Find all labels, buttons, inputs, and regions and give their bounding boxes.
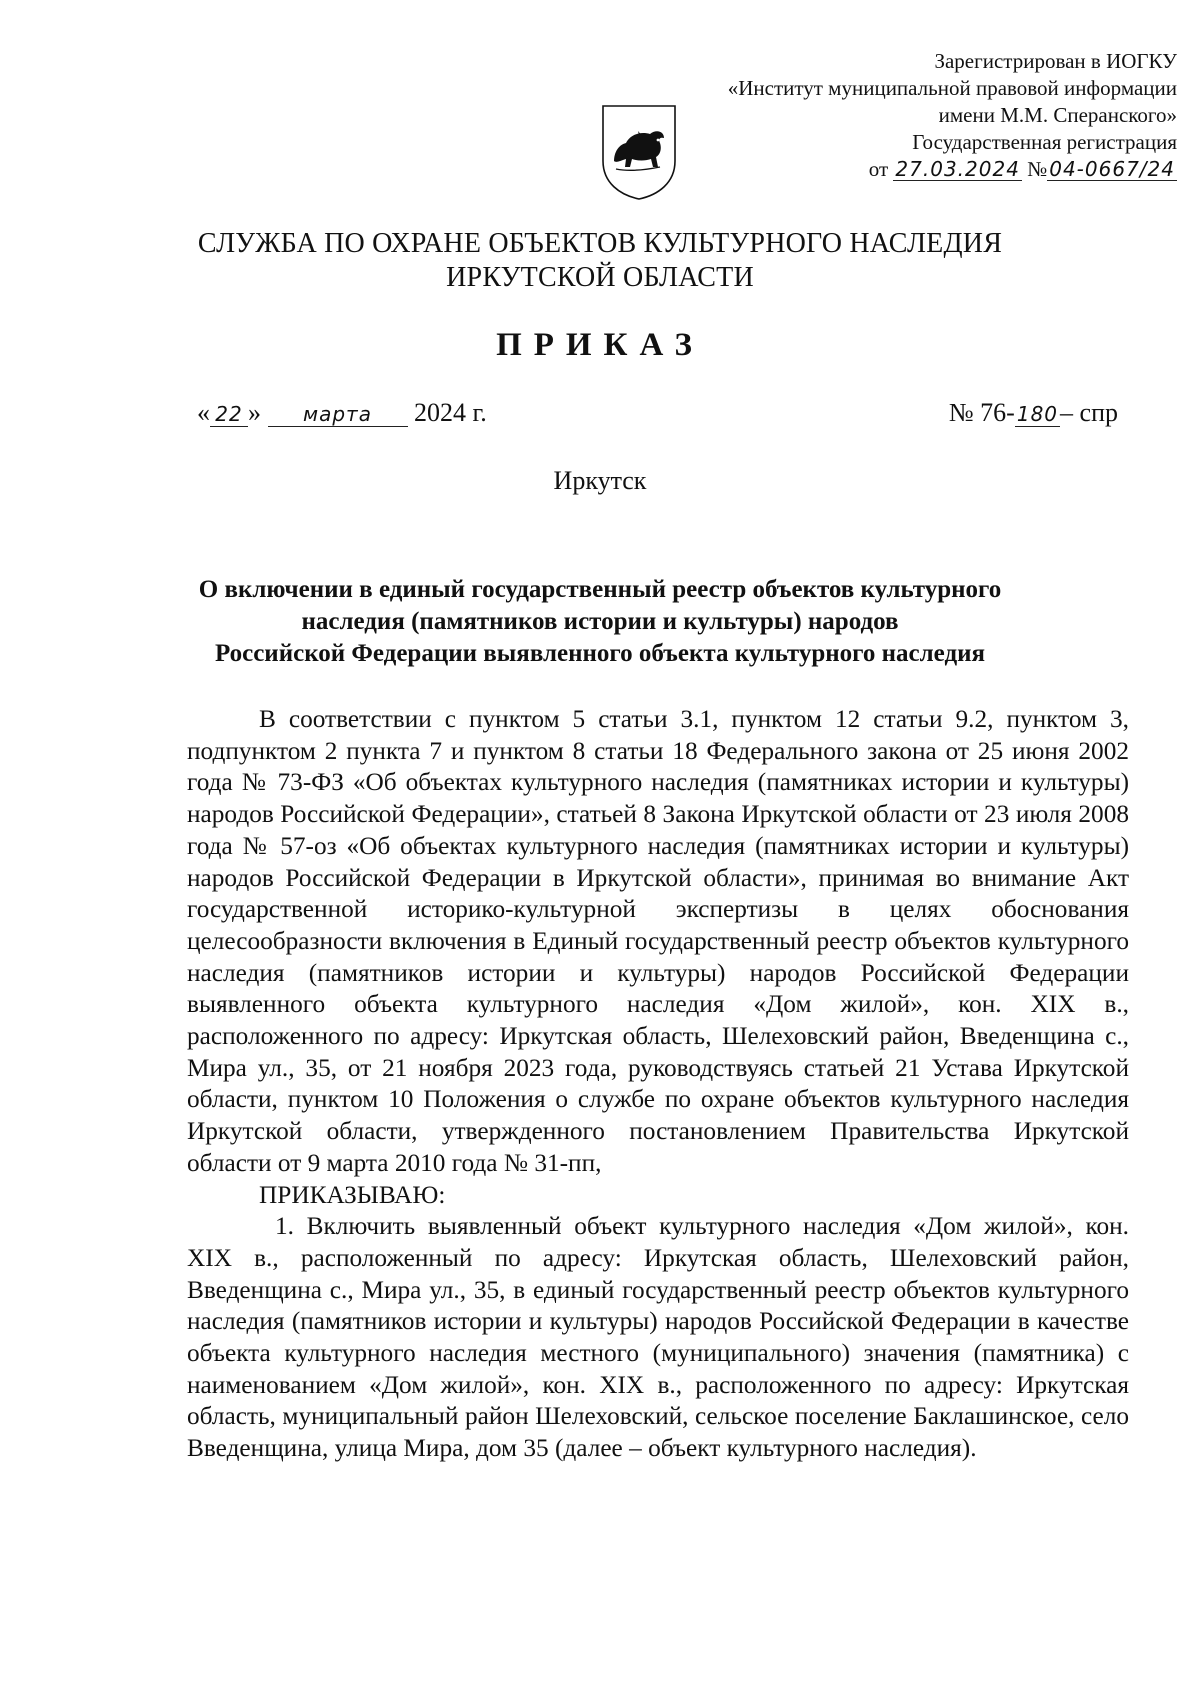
order-number <box>949 398 1118 428</box>
registration-line: имени М.М. Сперанского» <box>938 103 1177 127</box>
quote-open: « <box>197 398 210 427</box>
registration-number: 04-0667/24 <box>1049 157 1175 181</box>
order-year: 2024 г. <box>414 398 487 427</box>
irkutsk-coat-of-arms-icon <box>600 103 678 201</box>
subject-line: О включении в единый государственный реестр объектов культурного <box>198 576 1002 603</box>
order-item-1: 1. Включить выявленный объект культурного наследия «Дом жилой», кон. XIX в., расположенный по адресу: Иркутская область, Шелеховский район, Введенщина с., Мира ул., 35, в единый государственный реестр объектов культурного наследия (памятников истории и культуры) народов Российской Федерации в качестве объекта культурного наследия местного (муниципального) значения (памятника) с наименованием «Дом жилой», кон. XIX в., расположенного по адресу: Иркутская область, муниципальный район Шелеховский, сельское поселение Баклашинское, село Введенщина, улица Мира, дом 35 (далее – объект культурного наследия). <box>187 1212 1129 1463</box>
order-day: 22 <box>210 402 248 427</box>
registration-line: Государственная регистрация <box>912 130 1177 154</box>
subject-line: Российской Федерации выявленного объекта культурного наследия <box>214 640 986 667</box>
quote-close: » <box>248 398 261 427</box>
agency-name <box>0 227 1200 295</box>
order-number-value: 180 <box>1016 402 1059 426</box>
order-body <box>187 704 1129 1465</box>
city: Иркутск <box>553 466 647 495</box>
registration-date: 27.03.2024 <box>895 157 1020 181</box>
order-month: марта <box>268 402 408 427</box>
document-title: ПРИКАЗ <box>496 327 704 363</box>
subject-line: наследия (памятников истории и культуры) народов <box>301 608 899 635</box>
order-number-suffix: – спр <box>1060 398 1118 427</box>
registration-line: «Институт муниципальной правовой информации <box>727 76 1177 100</box>
command-word: ПРИКАЗЫВАЮ: <box>259 1180 446 1209</box>
preamble-paragraph: В соответствии с пунктом 5 статьи 3.1, пунктом 12 статьи 9.2, пунктом 3, подпунктом 2 пункта 7 и пунктом 8 статьи 18 Федерального закона от 25 июня 2002 года № 73-ФЗ «Об объектах культурного наследия (памятниках истории и культуры) народов Российской Федерации», статьей 8 Закона Иркутской области от 23 июля 2008 года № 57-оз «Об объектах культурного наследия (памятниках истории и культуры) народов Российской Федерации в Иркутской области», принимая во внимание Акт государственной историко-культурной экспертизы в целях обоснования целесообразности включения в Единый государственный реестр объектов культурного наследия (памятников истории и культуры) народов Российской Федерации выявленного объекта культурного наследия «Дом жилой», кон. XIX в., расположенного по адресу: Иркутская область, Шелеховский район, Введенщина с., Мира ул., 35, от 21 ноября 2023 года, руководствуясь статьей 21 Устава Иркутской области, пунктом 10 Положения о службе по охране объектов культурного наследия Иркутской области, утвержденного постановлением Правительства Иркутской области от 9 марта 2010 года № 31-пп, <box>187 705 1129 1177</box>
registration-date-row <box>728 156 1177 183</box>
registration-date-prefix: от <box>868 157 889 181</box>
order-number-prefix: № 76- <box>948 398 1015 427</box>
agency-name-line: ИРКУТСКОЙ ОБЛАСТИ <box>446 262 754 293</box>
order-date <box>197 398 487 428</box>
order-subject <box>0 574 1200 670</box>
agency-name-line: СЛУЖБА ПО ОХРАНЕ ОБЪЕКТОВ КУЛЬТУРНОГО НАСЛЕДИЯ <box>197 228 1003 259</box>
registration-line: Зарегистрирован в ИОГКУ <box>934 49 1177 73</box>
registration-number-prefix: № <box>1027 157 1048 181</box>
registration-stamp <box>728 48 1177 183</box>
